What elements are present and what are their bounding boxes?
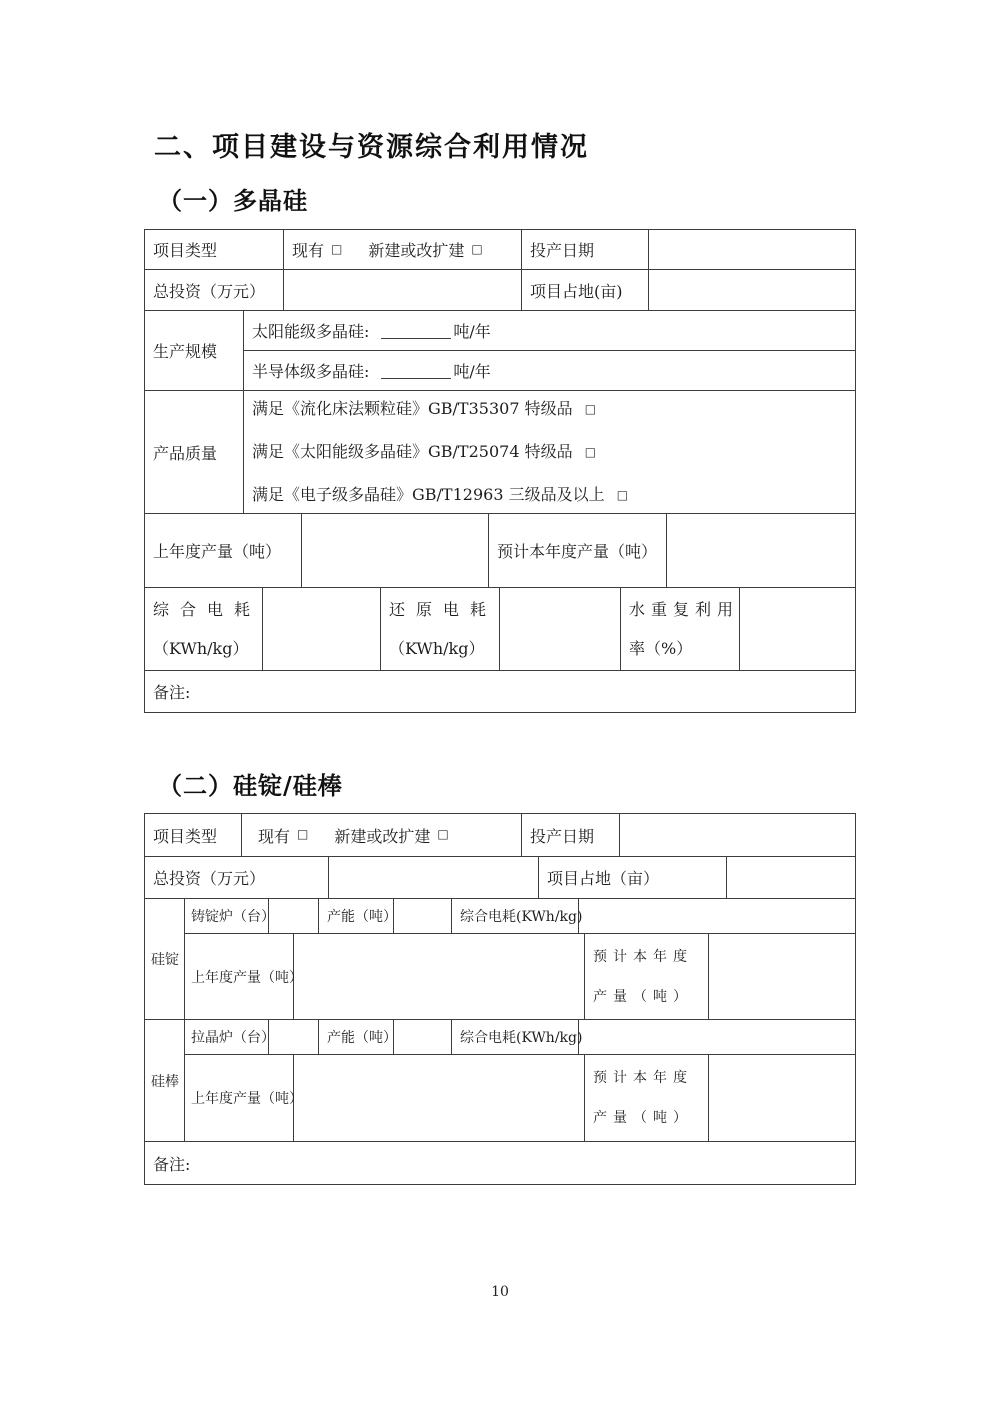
- start-date-value-cell[interactable]: [620, 814, 856, 857]
- project-type-options: [284, 230, 522, 270]
- water-reuse-value-cell[interactable]: [740, 588, 856, 671]
- project-type-label: 项目类型: [145, 230, 284, 270]
- semiconductor-capacity-blank[interactable]: [381, 362, 451, 379]
- quality-line-1: 满足《流化床法颗粒硅》GB/T35307 特级品 □: [252, 398, 597, 418]
- rod-group-label: 硅棒: [145, 1020, 185, 1142]
- product-quality-label: 产品质量: [145, 391, 244, 514]
- table-row: [145, 814, 856, 857]
- total-power-label: 综合电耗 （KWh/kg）: [145, 588, 263, 671]
- power-label: 综合电耗(KWh/kg): [452, 1020, 579, 1055]
- reduction-power-label: 还原电耗 （KWh/kg）: [381, 588, 500, 671]
- section2-title: （二）硅锭/硅棒: [158, 771, 343, 800]
- option-new-label: 新建或改扩建: [334, 826, 431, 846]
- option-existing-label: 现有: [292, 241, 325, 260]
- checkbox-existing-icon[interactable]: □: [331, 241, 343, 256]
- last-year-output-label: 上年度产量（吨）: [185, 934, 294, 1020]
- ingot-group-row: [145, 899, 856, 1020]
- section1-title: （一）多晶硅: [158, 186, 308, 215]
- rod-group-row: [145, 1020, 856, 1142]
- page-title: 二、项目建设与资源综合利用情况: [154, 132, 589, 163]
- product-quality-row: [145, 391, 856, 514]
- ingot-last-year-output-value-cell[interactable]: [294, 934, 585, 1020]
- this-year-output-label: 预计本年度 产量（吨）: [585, 1055, 709, 1142]
- power-consumption-row: [145, 588, 856, 671]
- last-year-output-label: 上年度产量（吨）: [145, 514, 302, 588]
- ingot-this-year-output-value-cell[interactable]: [709, 934, 856, 1020]
- water-reuse-label: 水重复利用 率（%）: [621, 588, 740, 671]
- rod-last-year-output-value-cell[interactable]: [294, 1055, 585, 1142]
- table-row: [145, 857, 856, 899]
- start-date-value-cell[interactable]: [649, 230, 856, 270]
- land-label: 项目占地（亩）: [539, 857, 727, 899]
- checkbox-new-icon[interactable]: □: [437, 827, 449, 841]
- rod-this-year-output-value-cell[interactable]: [709, 1055, 856, 1142]
- solar-grade-cell: 太阳能级多晶硅: 吨/年: [244, 311, 856, 351]
- checkbox-existing-icon[interactable]: □: [297, 827, 309, 841]
- rod-capacity-value-cell[interactable]: [394, 1020, 452, 1055]
- start-date-label: 投产日期: [522, 230, 649, 270]
- ingot-group-label: 硅锭: [145, 899, 185, 1020]
- production-scale-label: 生产规模: [145, 311, 244, 391]
- remark-row: [145, 1142, 856, 1185]
- investment-value-cell[interactable]: [284, 270, 522, 311]
- semiconductor-grade-cell: 半导体级多晶硅: 吨/年: [244, 351, 856, 391]
- start-date-label: 投产日期: [522, 814, 620, 857]
- table-row: [185, 1020, 856, 1055]
- page-number: 10: [491, 1284, 509, 1300]
- option-new-label: 新建或改扩建: [368, 241, 465, 260]
- remark-row: [145, 671, 856, 713]
- power-label: 综合电耗(KWh/kg): [452, 899, 579, 934]
- checkbox-solar-grade-icon[interactable]: □: [584, 444, 597, 459]
- quality-line-2: 满足《太阳能级多晶硅》GB/T25074 特级品 □: [252, 441, 597, 461]
- ingot-furnace-count-value-cell[interactable]: [269, 899, 319, 934]
- table-row: [244, 311, 856, 351]
- checkbox-electronic-grade-icon[interactable]: □: [616, 487, 629, 502]
- capacity-label: 产能（吨）: [319, 1020, 394, 1055]
- project-type-label: 项目类型: [145, 814, 242, 857]
- rod-furnace-label: 拉晶炉（台）: [185, 1020, 269, 1055]
- production-scale-content: [244, 311, 856, 391]
- table-row: [185, 1055, 856, 1142]
- remark-cell[interactable]: 备注:: [145, 671, 856, 713]
- product-quality-content: [244, 391, 856, 514]
- solar-capacity-blank[interactable]: [381, 322, 451, 339]
- table-row: [185, 934, 856, 1020]
- rod-furnace-count-value-cell[interactable]: [269, 1020, 319, 1055]
- ingot-group-content: [185, 899, 856, 1020]
- table-row: [185, 899, 856, 934]
- land-value-cell[interactable]: [727, 857, 856, 899]
- this-year-output-label: 预计本年度 产量（吨）: [585, 934, 709, 1020]
- ingot-rod-table: [144, 813, 856, 1185]
- this-year-output-label: 预计本年度产量（吨）: [489, 514, 667, 588]
- project-type-options: [242, 814, 522, 857]
- last-year-output-label: 上年度产量（吨）: [185, 1055, 294, 1142]
- ingot-furnace-label: 铸锭炉（台）: [185, 899, 269, 934]
- option-existing-label: 现有: [258, 826, 291, 846]
- table-row: [145, 270, 856, 311]
- ingot-capacity-value-cell[interactable]: [394, 899, 452, 934]
- capacity-label: 产能（吨）: [319, 899, 394, 934]
- investment-label: 总投资（万元）: [145, 270, 284, 311]
- checkbox-new-icon[interactable]: □: [471, 241, 483, 256]
- table-row: [244, 351, 856, 391]
- land-label: 项目占地(亩): [522, 270, 649, 311]
- page-content: [144, 132, 856, 1185]
- rod-power-value-cell[interactable]: [579, 1020, 856, 1055]
- rod-group-content: [185, 1020, 856, 1142]
- ingot-power-value-cell[interactable]: [579, 899, 856, 934]
- checkbox-granular-icon[interactable]: □: [584, 401, 597, 416]
- quality-line-3: 满足《电子级多晶硅》GB/T12963 三级品及以上 □: [252, 484, 629, 504]
- remark-cell[interactable]: 备注:: [145, 1142, 856, 1185]
- polysilicon-table: [144, 229, 856, 713]
- investment-value-cell[interactable]: [329, 857, 539, 899]
- investment-label: 总投资（万元）: [145, 857, 329, 899]
- last-year-output-value-cell[interactable]: [302, 514, 489, 588]
- total-power-value-cell[interactable]: [263, 588, 381, 671]
- output-row: [145, 514, 856, 588]
- this-year-output-value-cell[interactable]: [667, 514, 856, 588]
- table-row: [145, 230, 856, 270]
- production-scale-row: [145, 311, 856, 391]
- reduction-power-value-cell[interactable]: [500, 588, 621, 671]
- land-value-cell[interactable]: [649, 270, 856, 311]
